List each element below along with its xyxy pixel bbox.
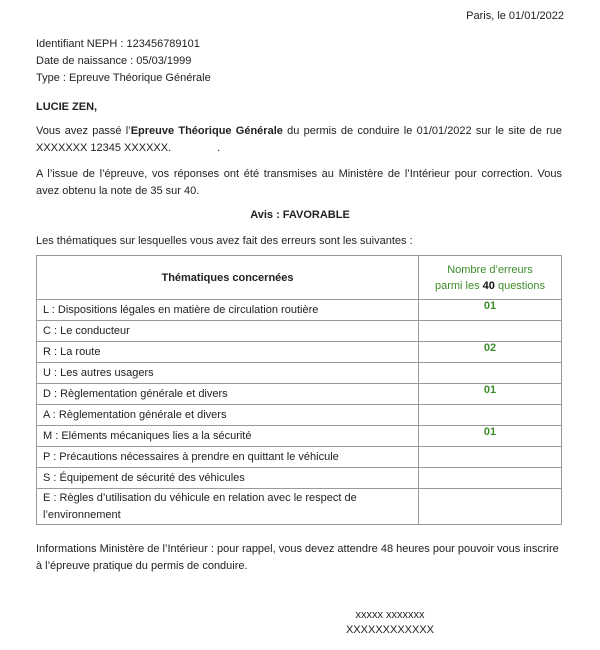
table-row	[37, 342, 562, 363]
errors-table	[36, 255, 562, 525]
errors-header-prefix: parmi les	[434, 279, 480, 292]
errors-cell	[419, 468, 562, 489]
theme-cell: L : Dispositions légales en matière de circulation routière	[37, 300, 419, 321]
table-row	[37, 426, 562, 447]
signature-name: xxxxx xxxxxxx	[355, 609, 425, 621]
theme-cell: A : Règlementation générale et divers	[37, 405, 419, 426]
errors-intro: Les thématiques sur lesquelles vous avez fait des erreurs sont les suivantes :	[36, 235, 413, 247]
ministry-info: Informations Ministère de l’Intérieur : pour rappel, vous devez attendre 48 heures pour pouvoir vous inscrire à l’épreuve pratique du permis de conduire.	[36, 543, 559, 572]
errors-cell: 01	[419, 384, 562, 405]
theme-cell: E : Règles d’utilisation du véhicule en relation avec le respect de l’environnement	[37, 489, 419, 525]
errors-cell	[419, 447, 562, 468]
table-header-row	[37, 256, 562, 300]
table-row	[37, 300, 562, 321]
birth-date: Date de naissance : 05/03/1999	[36, 55, 192, 67]
p1-text-b: du permis de conduire le 01/01/2022 sur le site de rue XXXXXXX 12345 XXXXXX.	[36, 125, 562, 154]
table-row	[37, 384, 562, 405]
theme-cell: C : Le conducteur	[37, 321, 419, 342]
signature-block	[320, 608, 460, 638]
theme-cell: P : Précautions nécessaires à prendre en quittant le véhicule	[37, 447, 419, 468]
theme-cell: S : Équipement de sécurité des véhicules	[37, 468, 419, 489]
table-row	[37, 321, 562, 342]
errors-cell: 01	[419, 300, 562, 321]
errors-cell: 02	[419, 342, 562, 363]
table-row	[37, 468, 562, 489]
p1-text-c: .	[217, 142, 221, 154]
p1-exam-name: Epreuve Théorique Générale	[130, 125, 283, 137]
errors-cell	[419, 321, 562, 342]
errors-cell	[419, 405, 562, 426]
exam-type: Type : Epreuve Théorique Générale	[36, 72, 211, 84]
paragraph-result: A l’issue de l’épreuve, vos réponses ont été transmises au Ministère de l’Intérieur pour correction. Vous avez obtenu la note de 35 sur 40.	[36, 168, 562, 197]
paragraph-exam	[36, 123, 562, 157]
signature-title: XXXXXXXXXXXX	[345, 624, 435, 636]
errors-header-line1: Nombre d’erreurs	[447, 263, 533, 276]
table-row	[37, 489, 562, 525]
theme-cell: D : Règlementation générale et divers	[37, 384, 419, 405]
theme-cell: U : Les autres usagers	[37, 363, 419, 384]
theme-cell: R : La route	[37, 342, 419, 363]
errors-header-total: 40	[482, 279, 495, 292]
p1-text-a: Vous avez passé l’	[36, 125, 131, 137]
theme-cell: M : Eléments mécaniques lies a la sécurité	[37, 426, 419, 447]
greeting: LUCIE ZEN,	[36, 101, 98, 113]
theme-column-header: Thématiques concernées	[37, 256, 419, 300]
table-row	[37, 447, 562, 468]
neph-id: Identifiant NEPH : 123456789101	[36, 38, 200, 50]
table-row	[37, 363, 562, 384]
errors-cell	[419, 489, 562, 525]
errors-cell: 01	[419, 426, 562, 447]
verdict: Avis : FAVORABLE	[250, 209, 350, 221]
errors-column-header	[419, 256, 562, 300]
letter-date: Paris, le 01/01/2022	[466, 10, 564, 22]
errors-cell	[419, 363, 562, 384]
errors-header-suffix: questions	[497, 279, 546, 292]
table-row	[37, 405, 562, 426]
